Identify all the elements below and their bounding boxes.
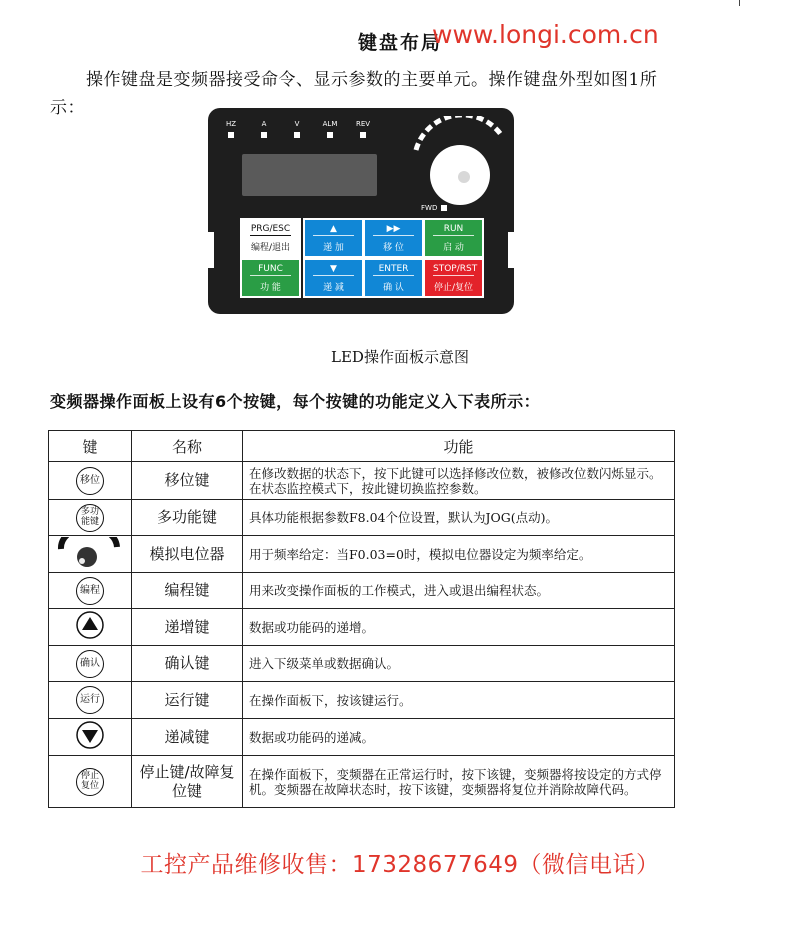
led-indicator-fwd: FWD	[421, 204, 447, 212]
table-intro-heading: 变频器操作面板上设有6个按键，每个按键的功能定义入下表所示：	[50, 392, 541, 411]
col-header-name: 名称	[132, 431, 243, 462]
led-indicator-alm: ALM	[319, 120, 341, 138]
table-row	[49, 682, 675, 719]
table-header-row	[49, 431, 675, 462]
panel-notch-right	[508, 232, 518, 268]
key-decrement: ▼ 递 减	[303, 258, 364, 298]
program-key-icon: 编程	[76, 577, 104, 605]
key-stop-rst: STOP/RST 停止/复位	[423, 258, 484, 298]
led-indicator-rev: REV	[352, 120, 374, 138]
table-row	[49, 719, 675, 756]
shift-key-icon: 移位	[76, 467, 104, 495]
website-url[interactable]: www.longi.com.cn	[432, 20, 659, 49]
up-triangle-icon	[75, 610, 105, 640]
key-name: 移位键	[132, 462, 243, 500]
led-indicator-hz: HZ	[220, 120, 242, 138]
potentiometer-knob-icon	[430, 145, 490, 205]
table-row	[49, 462, 675, 500]
key-enter: ENTER 确 认	[363, 258, 424, 298]
key-run: RUN 启 动	[423, 218, 484, 258]
key-function: 在修改数据的状态下，按下此键可以选择修改位数，被修改位数闪烁显示。在状态监控模式下，按此键切换监控参数。	[243, 462, 675, 500]
keypad-panel-illustration	[208, 108, 514, 314]
down-triangle-icon	[75, 720, 105, 750]
key-name: 多功能键	[132, 500, 243, 536]
figure-caption: LED操作面板示意图	[331, 348, 469, 366]
key-function: 在操作面板下，变频器在正常运行时，按下该键，变频器将按设定的方式停机。变频器在故障状态时，按下该键，变频器将复位并消除故障代码。	[243, 756, 675, 808]
key-function: 在操作面板下，按该键运行。	[243, 682, 675, 719]
key-function: 具体功能根据参数F8.04个位设置，默认为JOG(点动)。	[243, 500, 675, 536]
lcd-display	[242, 154, 377, 196]
key-function: 数据或功能码的递增。	[243, 609, 675, 646]
key-name: 模拟电位器	[132, 536, 243, 573]
key-function-table	[48, 430, 675, 808]
table-row	[49, 646, 675, 682]
key-name: 停止键/故障复位键	[132, 756, 243, 808]
corner-tick	[739, 0, 740, 6]
col-header-function: 功能	[243, 431, 675, 462]
page-title: 键盘布局	[357, 32, 442, 54]
key-func: FUNC 功 能	[240, 258, 301, 298]
enter-key-icon: 确认	[76, 650, 104, 678]
multifunction-key-icon: 多功能键	[76, 504, 104, 532]
stop-reset-key-icon: 停止复位	[76, 768, 104, 796]
col-header-key: 键	[49, 431, 132, 462]
contact-hotline: 工控产品维修收售：17328677649（微信电话）	[140, 852, 660, 878]
key-name: 递增键	[132, 609, 243, 646]
key-name: 运行键	[132, 682, 243, 719]
key-name: 递减键	[132, 719, 243, 756]
table-row	[49, 573, 675, 609]
potentiometer-icon	[55, 537, 125, 567]
key-function: 用来改变操作面板的工作模式，进入或退出编程状态。	[243, 573, 675, 609]
key-name: 确认键	[132, 646, 243, 682]
table-row	[49, 500, 675, 536]
led-indicator-v: V	[286, 120, 308, 138]
key-function: 数据或功能码的递减。	[243, 719, 675, 756]
table-row	[49, 536, 675, 573]
key-shift: ▶▶ 移 位	[363, 218, 424, 258]
panel-notch-left	[204, 232, 214, 268]
key-function: 用于频率给定：当F0.03=0时，模拟电位器设定为频率给定。	[243, 536, 675, 573]
key-name: 编程键	[132, 573, 243, 609]
run-key-icon: 运行	[76, 686, 104, 714]
key-increment: ▲ 递 加	[303, 218, 364, 258]
key-function: 进入下级菜单或数据确认。	[243, 646, 675, 682]
key-prg-esc: PRG/ESC 编程/退出	[240, 218, 301, 258]
led-indicator-a: A	[253, 120, 275, 138]
intro-paragraph: 操作键盘是变频器接受命令、显示参数的主要单元。操作键盘外型如图1所示：	[50, 70, 658, 118]
table-row	[49, 609, 675, 646]
table-row	[49, 756, 675, 808]
